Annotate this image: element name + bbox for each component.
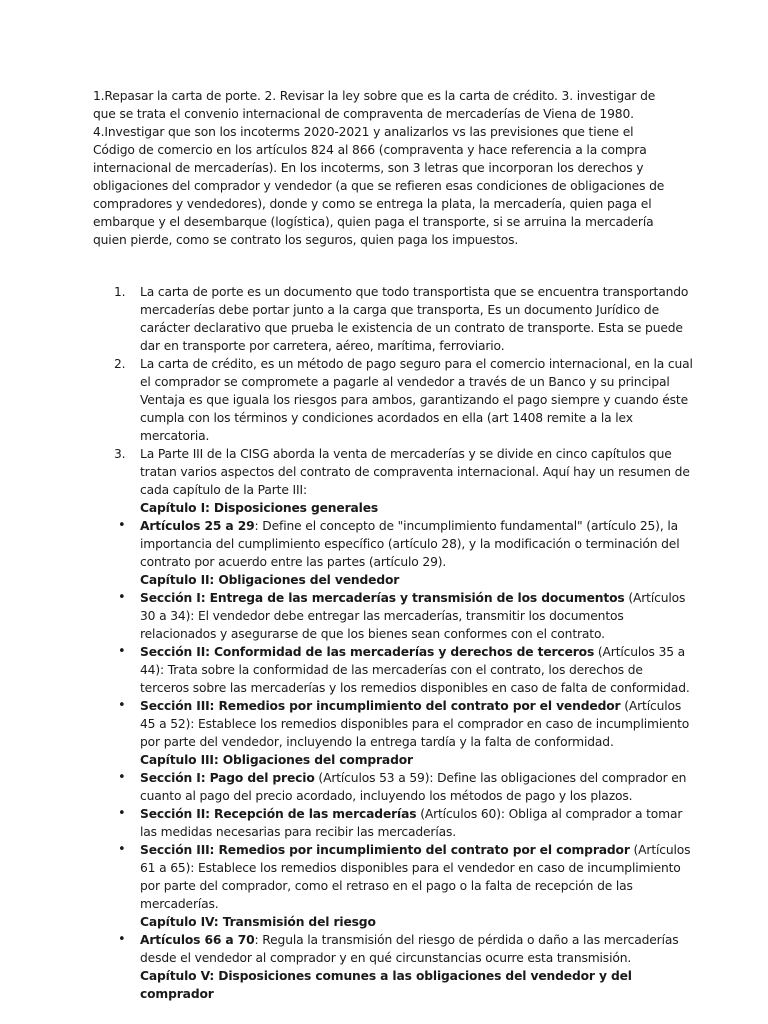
bullet-item (93, 841, 693, 913)
bullet-icon: • (118, 518, 126, 533)
list-number: 2. (114, 357, 126, 371)
chapter-heading: Capítulo V: Disposiciones comunes a las obligaciones del vendedor y del comprador (140, 969, 632, 1001)
bullet-item-text: (Artículos 35 a 44): Trata sobre la conformidad de las mercaderías con el contrato, los derechos de terceros sobre las mercaderías y los remedios disponibles en caso de falta de conformidad. (140, 645, 690, 695)
bullet-item (93, 931, 693, 967)
list-item-text: La carta de porte es un documento que todo transportista que se encuentra transportando mercaderías debe portar junto a la carga que transporta, Es un documento Jurídico de carácter declarativo que prueba le existencia de un contrato de transporte. Esta se puede dar en transporte por carretera, aéreo, marítima, ferroviario. (140, 285, 689, 353)
bullet-item-heading: Sección II: Conformidad de las mercaderías y derechos de terceros (140, 645, 595, 659)
bullet-item (93, 643, 693, 697)
bullet-icon: • (118, 770, 126, 785)
bullet-icon: • (118, 842, 126, 857)
list-item (93, 355, 693, 445)
bullet-item-text: (Artículos 61 a 65): Establece los remedios disponibles para el vendedor en caso de incumplimiento por parte del comprador, como el retraso en el pago o la falta de recepción de las mercaderías. (140, 843, 691, 911)
list-item-text: La Parte III de la CISG aborda la venta de mercaderías y se divide en cinco capítulos que tratan varios aspectos del contrato de compraventa internacional. Aquí hay un resumen de cada capítulo de la Parte III: (140, 447, 690, 497)
bullet-icon: • (118, 644, 126, 659)
bullet-item (93, 589, 693, 643)
chapter-1 (93, 499, 693, 571)
bullet-item-text: (Artículos 45 a 52): Establece los remedios disponibles para el comprador en caso de incumplimiento por parte del vendedor, incluyendo la entrega tardía y la falta de conformidad. (140, 699, 690, 749)
chapter-heading: Capítulo II: Obligaciones del vendedor (140, 573, 400, 587)
bullet-icon: • (118, 932, 126, 947)
bullet-item-text: : Define el concepto de "incumplimiento fundamental" (artículo 25), la importancia del cumplimiento específico (artículo 28), y la modificación o terminación del contrato por acuerdo entre las partes (artículo 29). (140, 519, 680, 569)
chapter-heading: Capítulo III: Obligaciones del comprador (140, 753, 413, 767)
bullet-icon: • (118, 590, 126, 605)
chapter-4 (93, 913, 693, 967)
chapter-heading: Capítulo I: Disposiciones generales (140, 501, 379, 515)
numbered-list (93, 283, 693, 499)
answers-list (93, 283, 693, 1003)
bullet-item (93, 517, 693, 571)
bullet-item-text: (Artículos 60): Obliga al comprador a tomar las medidas necesarias para recibir las mercaderías. (140, 807, 683, 839)
bullet-item-heading: Sección III: Remedios por incumplimiento del contrato por el comprador (140, 843, 630, 857)
list-number: 3. (114, 447, 126, 461)
bullet-item (93, 805, 693, 841)
bullet-icon: • (118, 806, 126, 821)
intro-paragraph: 1.Repasar la carta de porte. 2. Revisar la ley sobre que es la carta de crédito. 3. investigar de que se trata el convenio internacional de compraventa de mercaderías de Viena de 1980. 4.Investigar que son los incoterms 2020-2021 y analizarlos vs las previsiones que tiene el Código de comercio en los artículos 824 al 866 (compraventa y hace referencia a la compra internacional de mercaderías). En los incoterms, son 3 letras que incorporan los derechos y obligaciones del comprador y vendedor (a que se refieren esas condiciones de obligaciones de compradores y vendedores), donde y como se entrega la plata, la mercadería, quien paga el embarque y el desembarque (logística), quien paga el transporte, si se arruina la mercadería quien pierde, como se contrato los seguros, quien paga los impuestos. (93, 89, 665, 247)
bullet-item-heading: Sección I: Pago del precio (140, 771, 315, 785)
list-item (93, 445, 693, 499)
bullet-item-heading: Sección I: Entrega de las mercaderías y transmisión de los documentos (140, 591, 625, 605)
bullet-item-text: : Regula la transmisión del riesgo de pérdida o daño a las mercaderías desde el vendedor al comprador y en qué circunstancias ocurre esta transmisión. (140, 933, 679, 965)
list-item (93, 283, 693, 355)
bullet-item-heading: Artículos 66 a 70 (140, 933, 255, 947)
bullet-item-heading: Sección II: Recepción de las mercaderías (140, 807, 417, 821)
chapter-5 (93, 967, 693, 1003)
bullet-item-text: (Artículos 30 a 34): El vendedor debe entregar las mercaderías, transmitir los documentos relacionados y asegurarse de que los bienes sean conformes con el contrato. (140, 591, 686, 641)
bullet-icon: • (118, 698, 126, 713)
chapter-2 (93, 571, 693, 751)
list-number: 1. (114, 285, 126, 299)
list-item-text: La carta de crédito, es un método de pago seguro para el comercio internacional, en la cual el comprador se compromete a pagarle al vendedor a través de un Banco y su principal Ventaja es que iguala los riesgos para ambos, garantizando el pago siempre y cuando éste cumpla con los términos y condiciones acordados en ella (art 1408 remite a la lex mercatoria. (140, 357, 693, 443)
chapter-3 (93, 751, 693, 913)
bullet-item (93, 697, 693, 751)
bullet-item-heading: Sección III: Remedios por incumplimiento del contrato por el vendedor (140, 699, 621, 713)
bullet-item (93, 769, 693, 805)
chapter-heading: Capítulo IV: Transmisión del riesgo (140, 915, 376, 929)
bullet-item-text: (Artículos 53 a 59): Define las obligaciones del comprador en cuanto al pago del precio acordado, incluyendo los métodos de pago y los plazos. (140, 771, 687, 803)
bullet-item-heading: Artículos 25 a 29 (140, 519, 255, 533)
